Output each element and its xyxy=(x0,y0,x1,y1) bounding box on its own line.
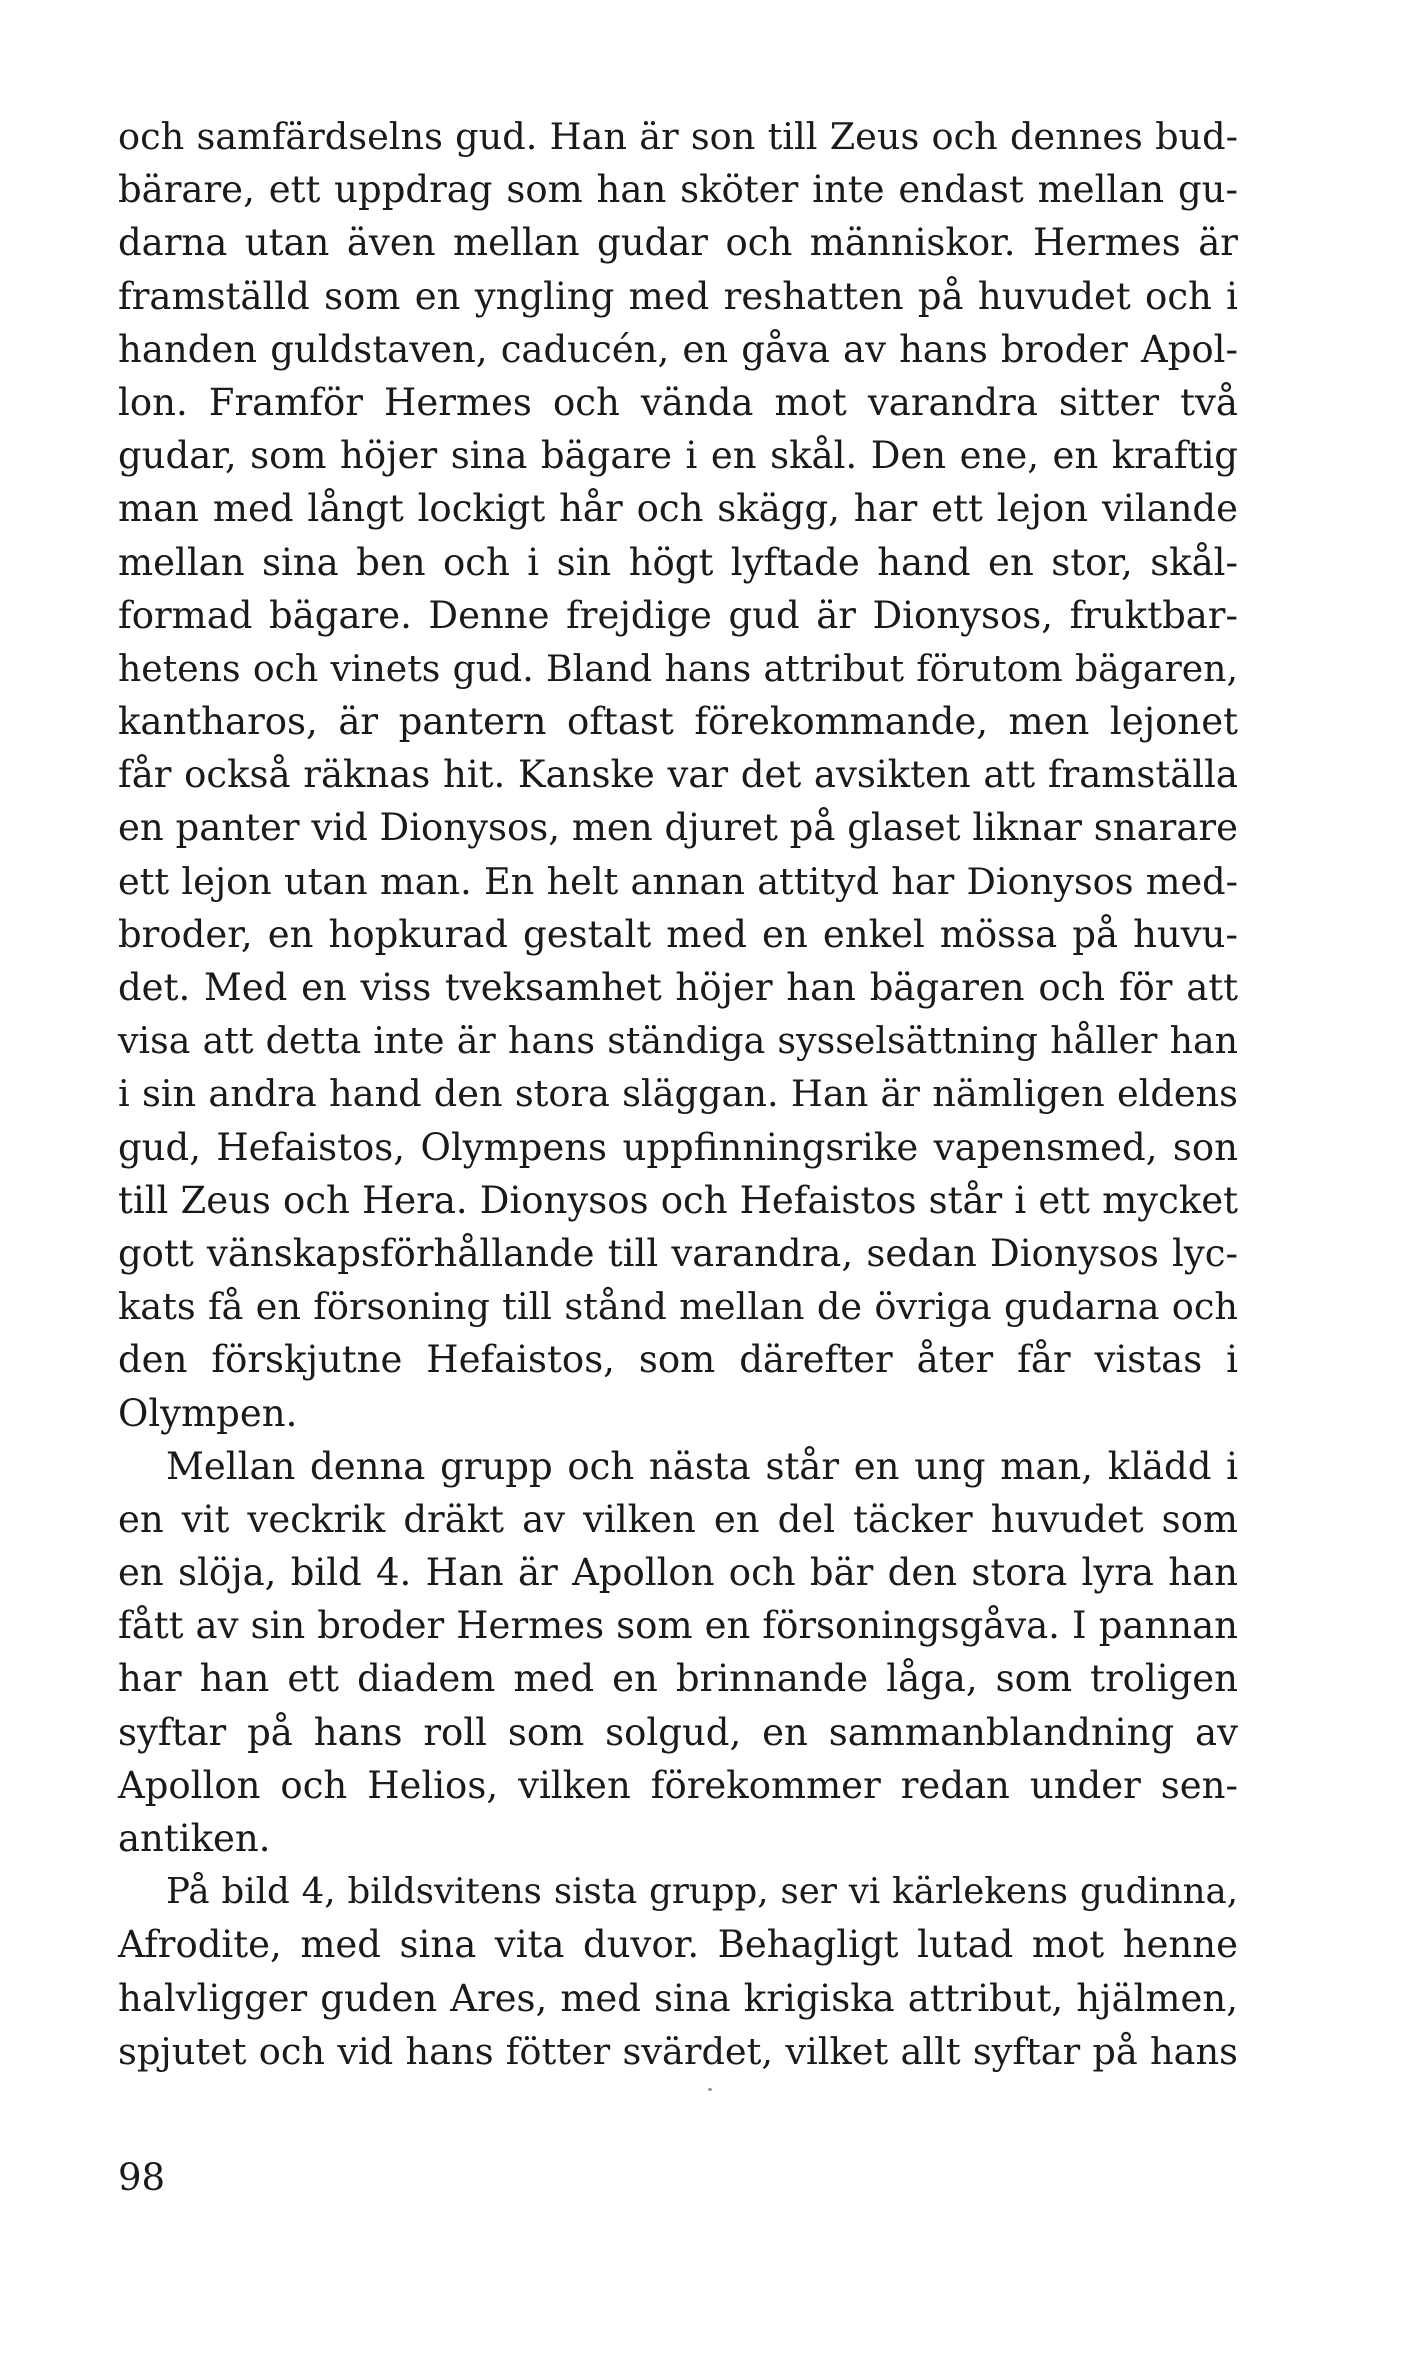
text-line: bärare, ett uppdrag som han sköter inte endast mellan gu- xyxy=(118,168,1238,212)
text-line: visa att detta inte är hans ständiga sysselsättning håller han xyxy=(118,1019,1238,1063)
text-line: har han ett diadem med en brinnande låga, som troligen xyxy=(118,1657,1238,1701)
text-line: det. Med en viss tveksamhet höjer han bägaren och för att xyxy=(118,966,1238,1009)
text-line: och samfärdselns gud. Han är son till Zeus och dennes bud- xyxy=(118,115,1238,158)
text-line: Afrodite, med sina vita duvor. Behagligt lutad mot henne xyxy=(118,1923,1238,1967)
text-line: ett lejon utan man. En helt annan attityd har Dionysos med- xyxy=(118,859,1238,903)
text-line: i sin andra hand den stora släggan. Han är nämligen eldens xyxy=(118,1072,1238,1116)
text-line: hetens och vinets gud. Bland hans attribut förutom bägaren, xyxy=(118,646,1238,690)
text-line: handen guldstaven, caducén, en gåva av hans broder Apol- xyxy=(118,327,1238,371)
text-line: darna utan även mellan gudar och människor. Hermes är xyxy=(118,221,1238,265)
text-line: Apollon och Helios, vilken förekommer redan under sen- xyxy=(118,1763,1238,1807)
text-line: fått av sin broder Hermes som en försoningsgåva. I pannan xyxy=(118,1604,1238,1648)
text-line: syftar på hans roll som solgud, en sammanblandning av xyxy=(118,1710,1238,1754)
text-line: broder, en hopkurad gestalt med en enkel mössa på huvu- xyxy=(118,912,1238,956)
text-line: kantharos, är pantern oftast förekommande, men lejonet xyxy=(118,700,1238,744)
text-line: kats få en försoning till stånd mellan de övriga gudarna och xyxy=(118,1285,1238,1329)
text-line: spjutet och vid hans fötter svärdet, vilket allt syftar på hans xyxy=(118,2029,1238,2073)
text-line: lon. Framför Hermes och vända mot varandra sitter två xyxy=(118,380,1238,424)
text-line: halvligger guden Ares, med sina krigiska attribut, hjälmen, xyxy=(118,1976,1238,2020)
text-line: gud, Hefaistos, Olympens uppfinningsrike vapensmed, son xyxy=(118,1125,1238,1169)
text-line: framställd som en yngling med reshatten på huvudet och i xyxy=(118,274,1238,318)
paragraph-end-line: antiken. xyxy=(118,1817,271,1860)
paragraph-start-line: På bild 4, bildsvitens sista grupp, ser vi kärlekens gudinna, xyxy=(166,1871,1238,1913)
text-line: får också räknas hit. Kanske var det avsikten att framställa xyxy=(118,753,1238,797)
text-line: gudar, som höjer sina bägare i en skål. Den ene, en kraftig xyxy=(118,434,1238,478)
page-number: 98 xyxy=(118,2156,166,2199)
print-speck xyxy=(708,2088,712,2091)
body-text xyxy=(118,110,1238,2078)
text-line: gott vänskapsförhållande till varandra, sedan Dionysos lyc- xyxy=(118,1231,1238,1275)
text-line: till Zeus och Hera. Dionysos och Hefaistos står i ett mycket xyxy=(118,1178,1238,1222)
paragraph-start-line: Mellan denna grupp och nästa står en ung man, klädd i xyxy=(166,1444,1238,1488)
text-line: en vit veckrik dräkt av vilken en del täcker huvudet som xyxy=(118,1497,1238,1541)
text-line: mellan sina ben och i sin högt lyftade hand en stor, skål- xyxy=(118,540,1238,584)
paragraph-end-line: Olympen. xyxy=(118,1391,298,1435)
text-line: den förskjutne Hefaistos, som därefter åter får vistas i xyxy=(118,1338,1238,1382)
text-line: en panter vid Dionysos, men djuret på glaset liknar snarare xyxy=(118,806,1238,850)
text-line: man med långt lockigt hår och skägg, har ett lejon vilande xyxy=(118,487,1238,531)
text-line: formad bägare. Denne frejdige gud är Dionysos, fruktbar- xyxy=(118,593,1238,637)
text-line: en slöja, bild 4. Han är Apollon och bär den stora lyra han xyxy=(118,1551,1238,1595)
